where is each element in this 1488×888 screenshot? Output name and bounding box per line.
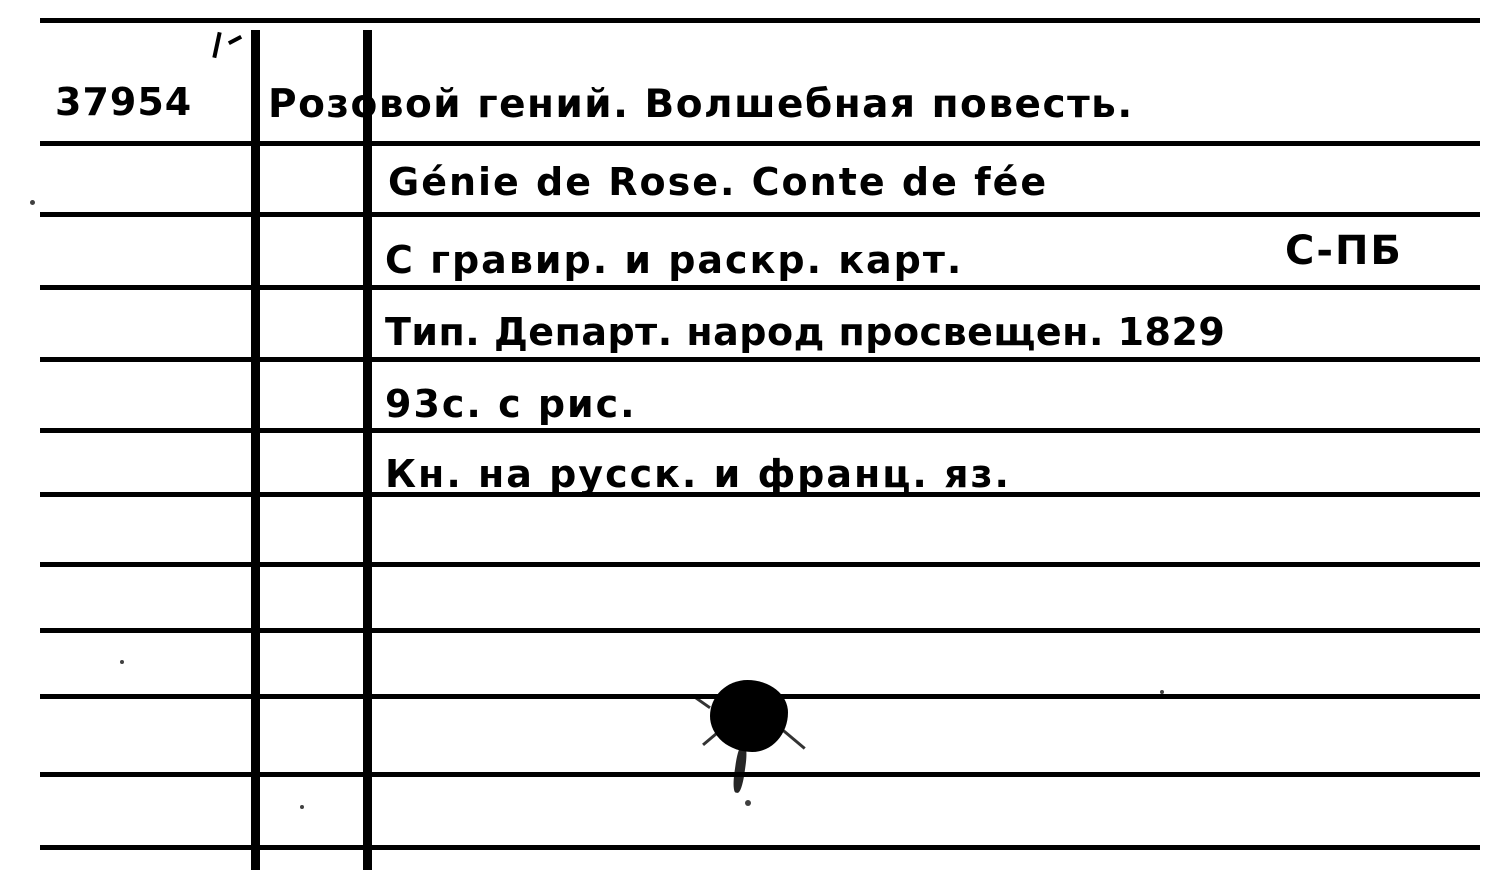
rule-line xyxy=(40,18,1480,23)
title-french: Génie de Rose. Conte de fée xyxy=(388,160,1049,204)
ink-smudge xyxy=(782,729,805,749)
illustration-note: С гравир. и раскр. карт. xyxy=(385,238,964,282)
ink-speck xyxy=(745,800,751,806)
ink-speck xyxy=(1160,690,1164,694)
imprint-line: Тип. Департ. народ просвещен. 1829 xyxy=(385,310,1226,354)
language-note: Кн. на русск. и франц. яз. xyxy=(385,452,1011,496)
title-russian: Розовой гений. Волшебная повесть. xyxy=(268,82,1134,127)
ink-speck xyxy=(120,660,124,664)
place-of-publication: С-ПБ xyxy=(1285,228,1403,274)
pen-tick-mark xyxy=(212,32,221,58)
accession-number: 37954 xyxy=(55,80,193,124)
ink-blot xyxy=(710,680,788,752)
ink-speck xyxy=(30,200,35,205)
ink-blot-tail xyxy=(732,745,749,794)
ink-speck xyxy=(300,805,304,809)
pen-tick-mark xyxy=(228,35,242,45)
extent-line: 93с. с рис. xyxy=(385,382,637,426)
vertical-rule-left xyxy=(251,30,260,870)
vertical-rule-right xyxy=(363,30,372,870)
